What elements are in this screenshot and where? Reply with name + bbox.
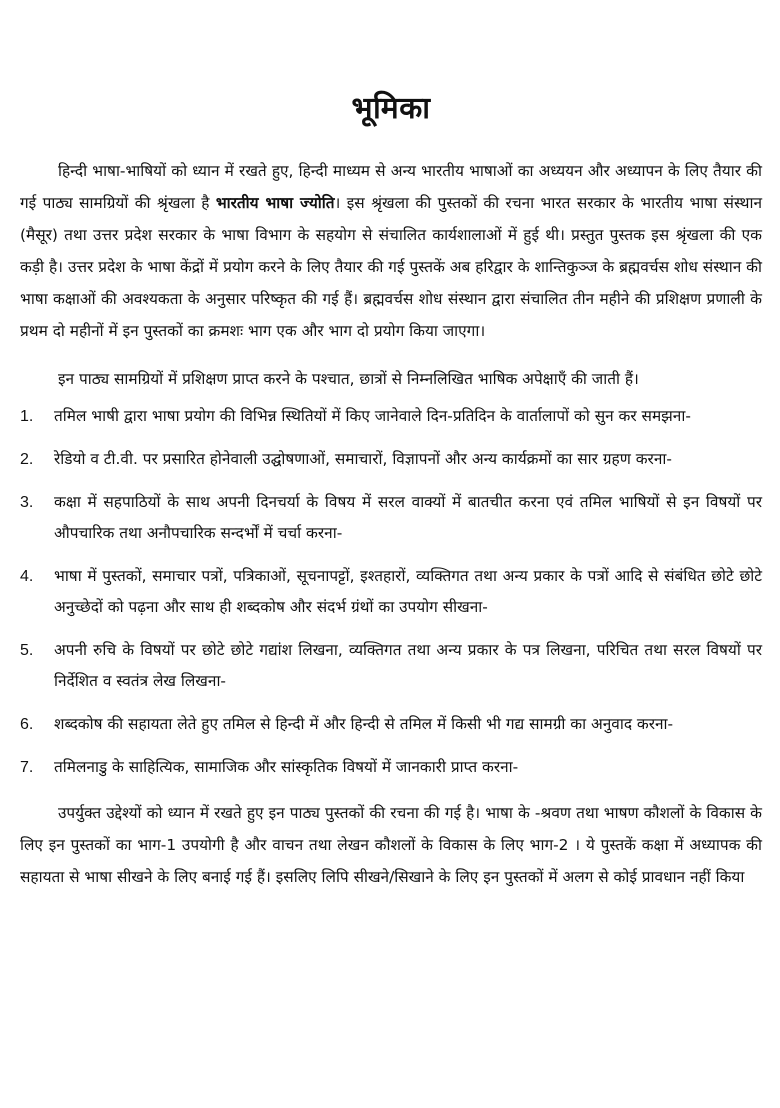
series-name: भारतीय भाषा ज्योति <box>215 194 335 212</box>
list-item <box>20 635 762 697</box>
list-item <box>20 401 762 432</box>
list-item-text: तमिल भाषी द्वारा भाषा प्रयोग की विभिन्न स्थितियों में किए जानेवाले दिन-प्रतिदिन के वार्तालापों को सुन कर समझना- <box>54 407 691 425</box>
list-item <box>20 444 762 475</box>
intro-text-rest: । इस श्रृंखला की पुस्तकों की रचना भारत सरकार के भारतीय भाषा संस्थान (मैसूर) तथा उत्तर प्रदेश सरकार के भाषा विभाग के सहयोग से संचालित कार्यशालाओं में हुई थी। प्रस्तुत पुस्तक इस श्रृंखला की एक कड़ी है। उत्तर प्रदेश के भाषा केंद्रों में प्रयोग करने के लिए तैयार की गई पुस्तकें अब हरिद्वार के शान्तिकुञ्ज के ब्रह्मवर्चस शोध संस्थान की भाषा कक्षाओं की अवश्यकता के अनुसार परिष्कृत की गई हैं। ब्रह्मवर्चस शोध संस्थान द्वारा संचालित तीन महीने की प्रशिक्षण प्रणाली के प्रथम दो महीनों में इन पुस्तकों का क्रमशः भाग एक और भाग दो प्रयोग किया जाएगा। <box>20 194 762 340</box>
list-item-text: रेडियो व टी.वी. पर प्रसारित होनेवाली उद्घोषणाओं, समाचारों, विज्ञापनों और अन्य कार्यक्रमों का सार ग्रहण करना- <box>54 450 672 468</box>
list-item-text: कक्षा में सहपाठियों के साथ अपनी दिनचर्या के विषय में सरल वाक्यों में बातचीत करना एवं तमिल भाषियों से इन विषयों पर औपचारिक तथा अनौपचारिक सन्दर्भों में चर्चा करना- <box>54 493 762 542</box>
intro-paragraph-1 <box>20 155 762 347</box>
list-item-number: 7. <box>20 759 34 776</box>
list-item-number: 5. <box>20 642 34 659</box>
list-item-text: अपनी रुचि के विषयों पर छोटे छोटे गद्यांश लिखना, व्यक्तिगत तथा अन्य प्रकार के पत्र लिखना, परिचित तथा सरल विषयों पर निर्देशित व स्वतंत्र लेख लिखना- <box>54 641 762 690</box>
list-item-text: तमिलनाडु के साहित्यिक, सामाजिक और सांस्कृतिक विषयों में जानकारी प्राप्त करना- <box>54 758 519 776</box>
list-item-number: 2. <box>20 451 34 468</box>
list-item-text: भाषा में पुस्तकों, समाचार पत्रों, पत्रिकाओं, सूचनापट्टों, इश्तहारों, व्यक्तिगत तथा अन्य प्रकार के पत्रों आदि से संबंधित छोटे छोटे अनुच्छेदों को पढ़ना और साथ ही शब्दकोष और संदर्भ ग्रंथों का उपयोग सीखना- <box>54 567 762 616</box>
list-item-number: 1. <box>20 408 34 425</box>
list-item-number: 4. <box>20 568 34 585</box>
page-title: भूमिका <box>351 91 431 126</box>
intro-paragraph-2: इन पाठ्य सामग्रियों में प्रशिक्षण प्राप्त करने के पश्चात, छात्रों से निम्नलिखित भाषिक अपेक्षाएँ की जाती हैं। <box>58 370 639 388</box>
list-item-number: 6. <box>20 716 34 733</box>
list-item-text: शब्दकोष की सहायता लेते हुए तमिल से हिन्दी में और हिन्दी से तमिल में किसी भी गद्य सामग्री का अनुवाद करना- <box>54 715 674 733</box>
list-item <box>20 487 762 549</box>
list-item <box>20 561 762 623</box>
objectives-list <box>20 401 762 783</box>
closing-paragraph: उपर्युक्त उद्देश्यों को ध्यान में रखते हुए इन पाठ्य पुस्तकों की रचना की गई है। भाषा के -श्रवण तथा भाषण कौशलों के विकास के लिए इन पुस्तकों का भाग-1 उपयोगी है और वाचन तथा लेखन कौशलों के विकास के लिए भाग-2 । ये पुस्तकें कक्षा में अध्यापक की सहायता से भाषा सीखने के लिए बनाई गई हैं। इसलिए लिपि सीखने/सिखाने के लिए इन पुस्तकों में अलग से कोई प्रावधान नहीं किया <box>20 804 762 886</box>
list-item <box>20 752 762 783</box>
intro-text-start: हिन्दी भाषा-भाषियों को ध्यान में रखते हुए, हिन्दी माध्यम से अन्य भारतीय भाषाओं का अध्ययन और अध्यापन के लिए तैयार की गई पाठ्य सामग्रियों की श्रृंखला है <box>20 162 762 212</box>
list-item <box>20 709 762 740</box>
list-item-number: 3. <box>20 494 34 511</box>
